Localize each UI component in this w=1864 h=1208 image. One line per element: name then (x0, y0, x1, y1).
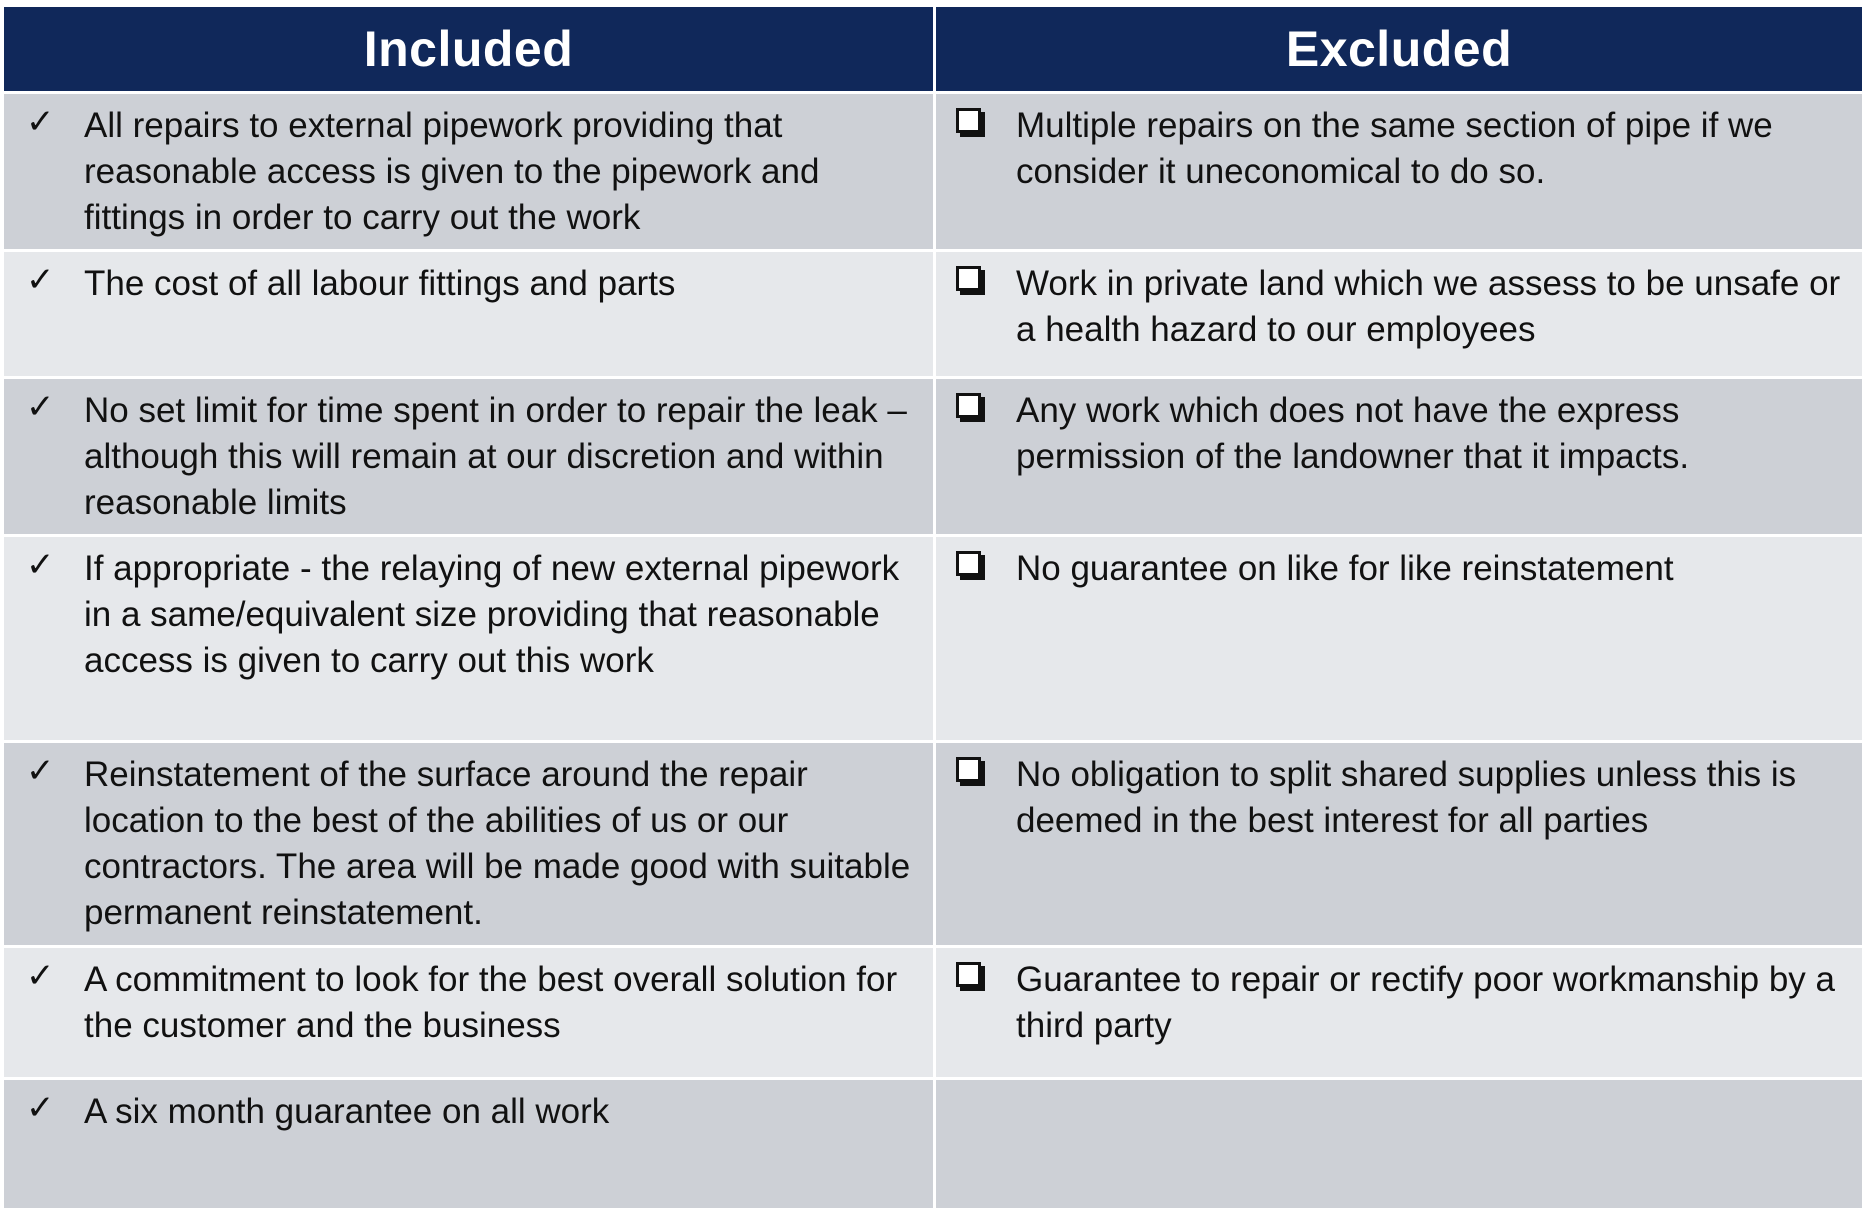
included-cell (4, 252, 933, 376)
excluded-cell (936, 379, 1862, 534)
checkbox-square-icon (956, 962, 981, 987)
excluded-text: Any work which does not have the express permission of the landowner that it impacts. (1016, 391, 1690, 476)
included-text: The cost of all labour fittings and parts (84, 264, 676, 303)
included-text: Reinstatement of the surface around the repair location to the best of the abilities of us or our contractors. The area will be made good with suitable permanent reinstatement. (84, 755, 911, 932)
included-cell (4, 537, 933, 740)
checkmark-icon: ✓ (26, 103, 55, 141)
excluded-text: Work in private land which we assess to be unsafe or a health hazard to our employees (1016, 264, 1841, 349)
included-cell (4, 743, 933, 945)
checkmark-icon: ✓ (26, 1089, 55, 1127)
included-cell (4, 1080, 933, 1208)
included-cell (4, 379, 933, 534)
excluded-text: Guarantee to repair or rectify poor workmanship by a third party (1016, 960, 1835, 1045)
excluded-cell (936, 537, 1862, 740)
excluded-cell (936, 252, 1862, 376)
checkmark-icon: ✓ (26, 752, 55, 790)
excluded-text: No obligation to split shared supplies unless this is deemed in the best interest for all parties (1016, 755, 1797, 840)
excluded-cell (936, 94, 1862, 249)
excluded-text: No guarantee on like for like reinstatement (1016, 549, 1674, 588)
included-cell (4, 948, 933, 1077)
excluded-cell (936, 743, 1862, 945)
checkbox-square-icon (956, 393, 981, 418)
checkmark-icon: ✓ (26, 546, 55, 584)
checkbox-square-icon (956, 266, 981, 291)
included-cell (4, 94, 933, 249)
included-text: A six month guarantee on all work (84, 1092, 610, 1131)
included-text: No set limit for time spent in order to repair the leak – although this will remain at our discretion and within reasonable limits (84, 391, 907, 522)
included-text: A commitment to look for the best overall solution for the customer and the business (84, 960, 898, 1045)
excluded-cell (936, 948, 1862, 1077)
checkbox-square-icon (956, 757, 981, 782)
included-excluded-table (4, 7, 1859, 1208)
included-text: All repairs to external pipework providing that reasonable access is given to the pipework and fittings in order to carry out the work (84, 106, 820, 237)
checkbox-square-icon (956, 551, 981, 576)
checkmark-icon: ✓ (26, 957, 55, 995)
checkmark-icon: ✓ (26, 261, 55, 299)
included-header: Included (4, 7, 933, 91)
excluded-header: Excluded (936, 7, 1862, 91)
excluded-text: Multiple repairs on the same section of pipe if we consider it uneconomical to do so. (1016, 106, 1773, 191)
checkmark-icon: ✓ (26, 388, 55, 426)
checkbox-square-icon (956, 108, 981, 133)
included-text: If appropriate - the relaying of new external pipework in a same/equivalent size providing that reasonable access is given to carry out this work (84, 549, 900, 680)
excluded-cell-empty (936, 1080, 1862, 1208)
